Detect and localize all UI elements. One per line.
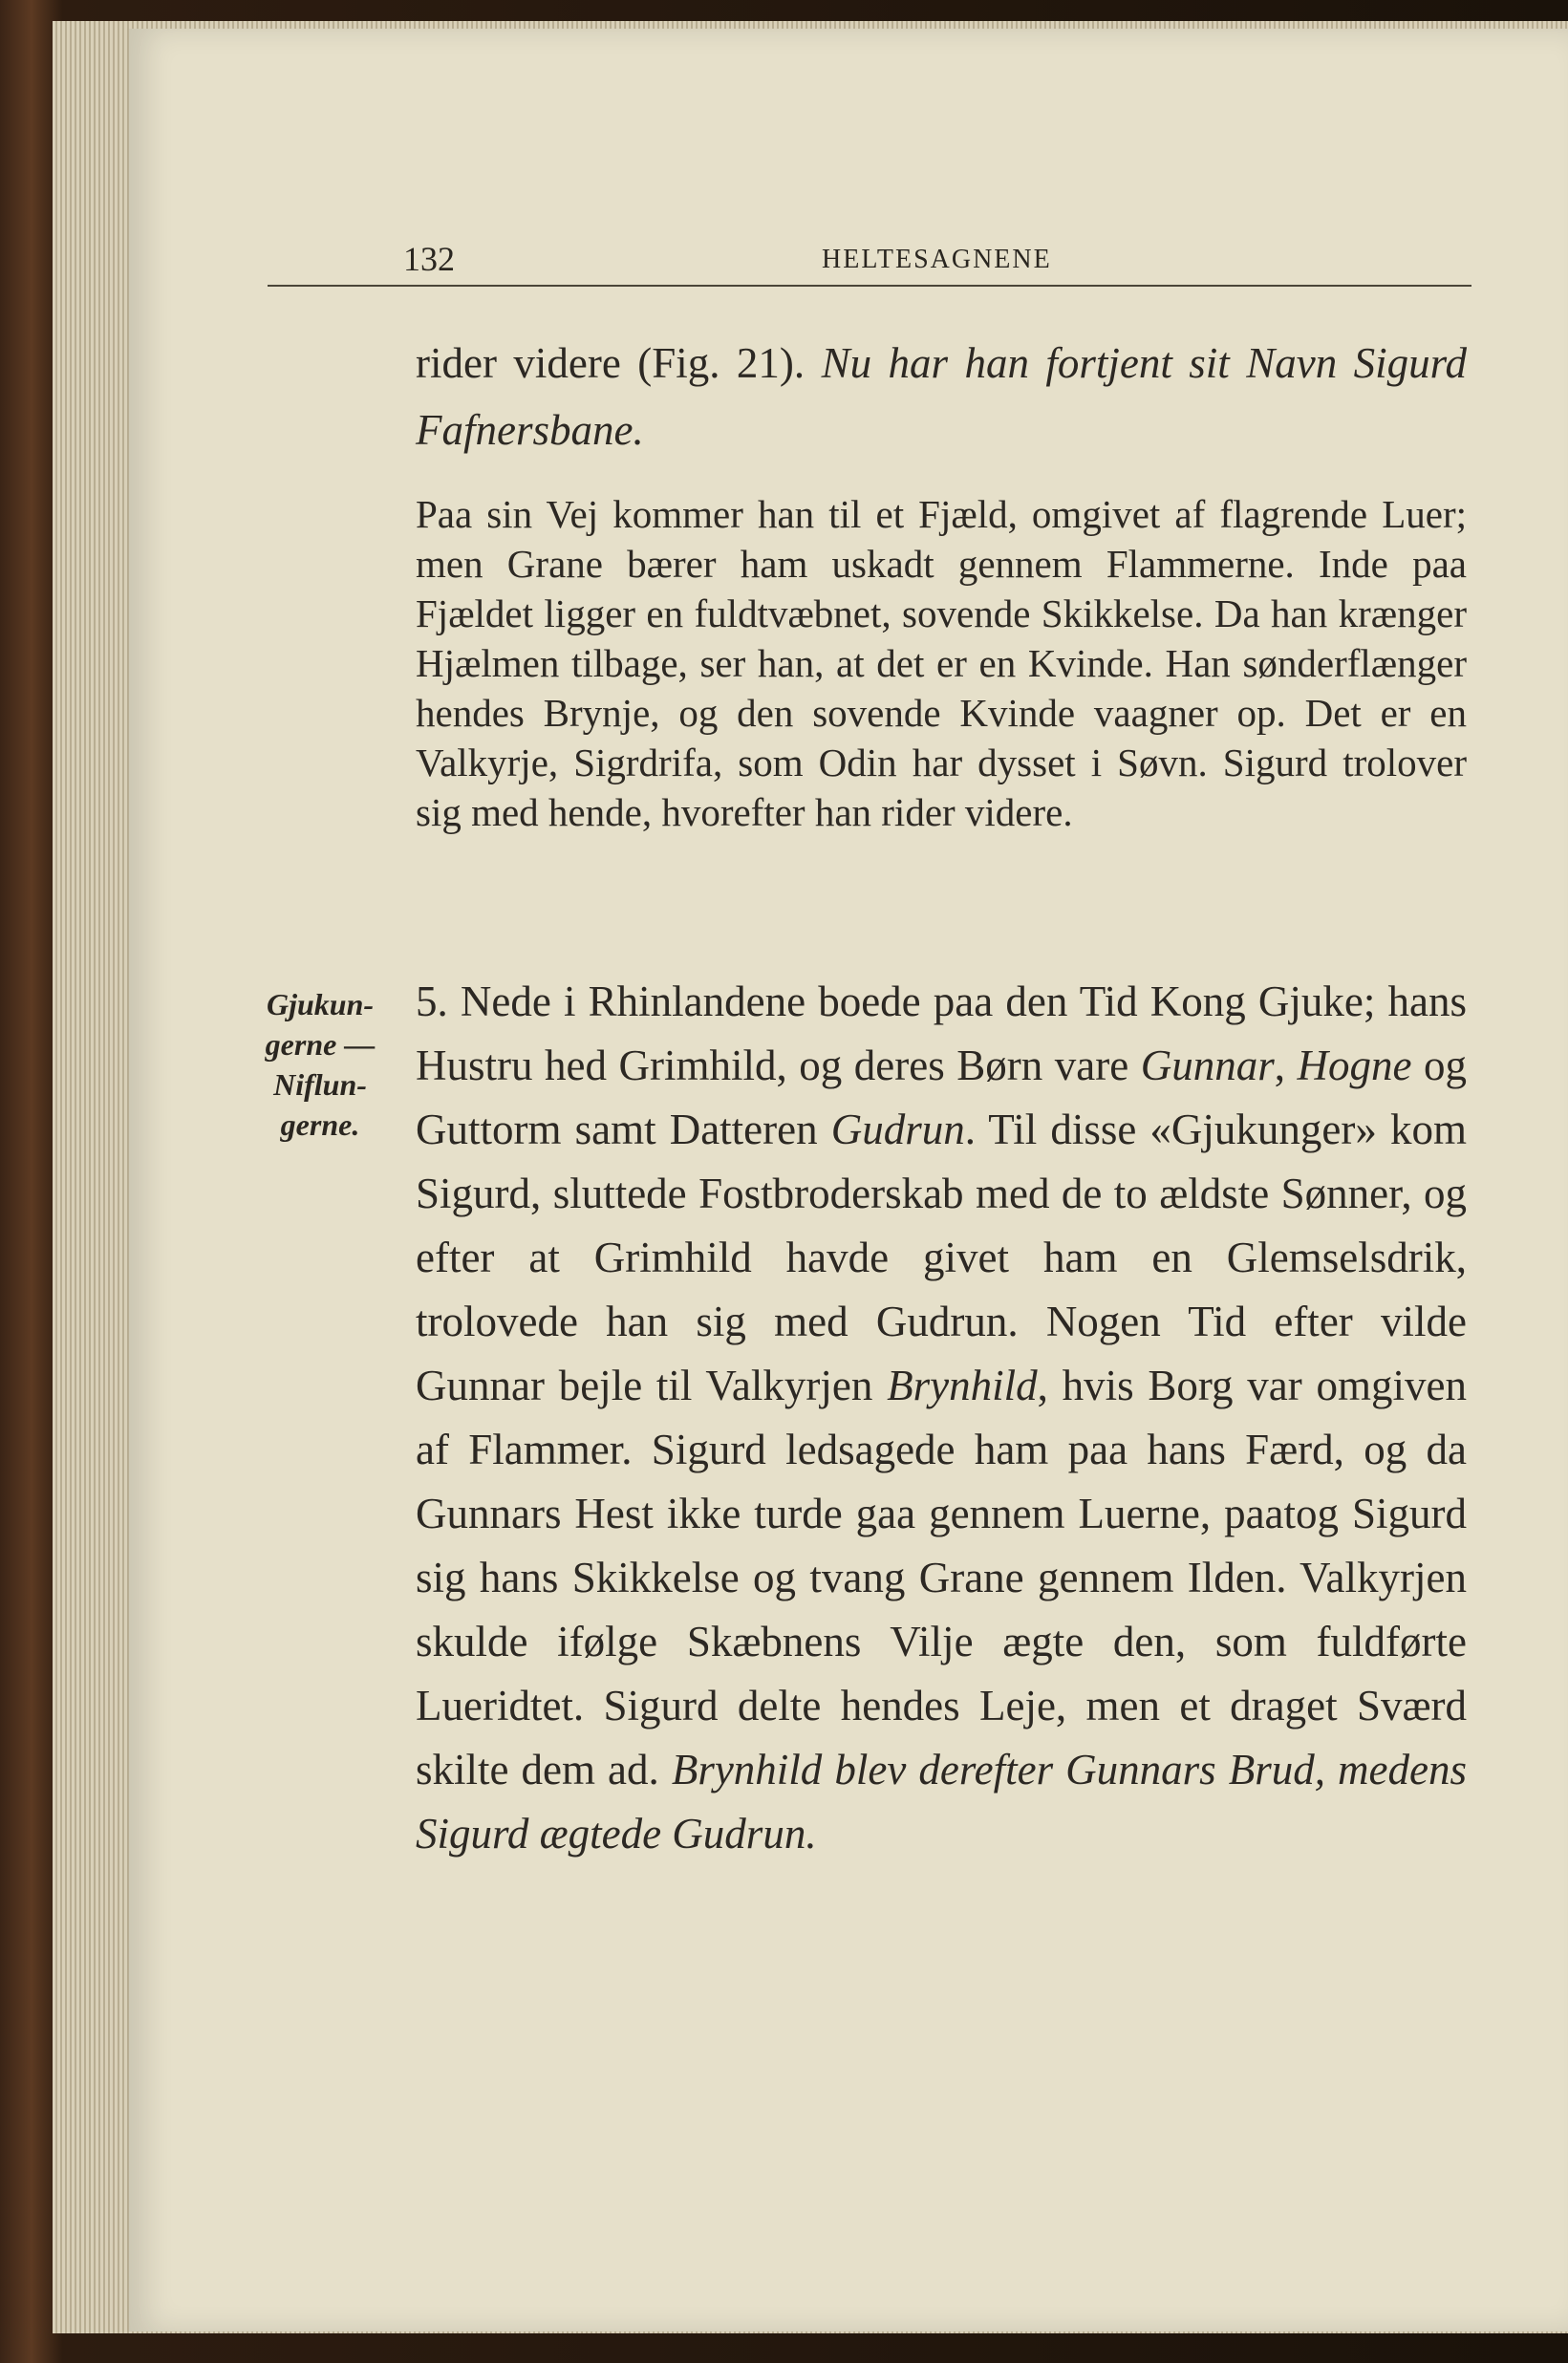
paragraph-2: Paa sin Vej kommer han til et Fjæld, omgivet af flagrende Luer; men Grane bærer ham uskadt gennem Flammerne. Inde paa Fjældet ligger en fuldtvæbnet, sovende Skikkelse. Da han krænger Hjælmen tilbage, ser han, at det er en Kvinde. Han sønderflænger hendes Brynje, og den sovende Kvinde vaagner op. Det er en Valkyrje, Sigrdrifa, som Odin har dysset i Søvn. Sigurd trolover sig med hende, hvorefter han rider videre. [416,492,1467,834]
margin-note-line: Gjukun- [266,987,375,1021]
paragraph-1-italic: Nu har han fortjent sit Navn Sigurd Fafnersbane. [416,339,1467,454]
name-brynhild: Brynhild [887,1362,1038,1409]
paragraph-3 [416,970,1467,1866]
text-run: , [1274,1042,1298,1089]
page-number: 132 [403,240,455,278]
name-hogne: Hogne [1297,1042,1412,1089]
text-run: . Til disse «Gjukunger» kom Sigurd, sluttede Fostbroderskab med de to ældste Sønner, og efter at Grimhild havde givet ham en Glemselsdrik, trolovede han sig med Gudrun. Nogen Tid efter vilde Gunnar bejle til Valkyrjen [416,1106,1468,1409]
margin-note [220,984,420,1145]
running-title: HELTESAGNENE [822,245,1052,274]
name-gudrun: Gudrun [830,1106,965,1153]
margin-note-line: gerne — [265,1027,376,1062]
text-run: og Guttorm samt Datteren [416,1042,1468,1153]
text-run: , hvis Borg var omgiven af Flammer. Sigurd ledsagede ham paa hans Færd, og da Gunnars Hest ikke turde gaa gennem Luerne, paatog Sigurd sig hans Skikkelse og tvang Grane gennem Ilden. Valkyrjen skulde ifølge Skæbnens Vilje ægte den, som fuldførte Lueridtet. Sigurd delte hendes Leje, men et draget Sværd skilte dem ad. [416,1362,1467,1794]
margin-note-line: Niflun- [273,1067,367,1102]
margin-note-line: gerne. [280,1107,360,1142]
paragraph-1-text: rider videre (Fig. 21). [416,339,822,387]
paragraph-1 [416,330,1467,463]
text-run: Nede i Rhinlandene boede paa den Tid Kong Gjuke; hans Hustru hed Grimhild, og deres Børn vare [416,977,1467,1089]
section-number: 5. [416,977,448,1025]
name-gunnar: Gunnar [1140,1042,1275,1089]
page-header [268,237,1471,287]
paragraph-3-italic-ending: Brynhild blev derefter Gunnars Brud, medens Sigurd ægtede Gudrun. [416,1746,1467,1858]
